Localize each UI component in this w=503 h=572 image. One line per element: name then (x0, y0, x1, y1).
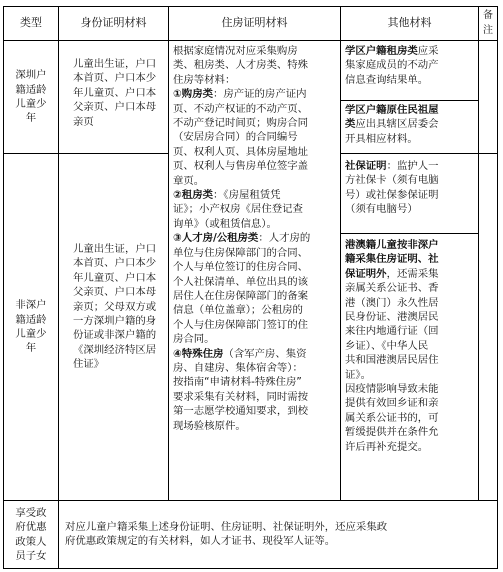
other-rental-district (341, 42, 478, 100)
other-ancestral-home (341, 101, 478, 153)
identity-non-shenzhen: 儿童出生证，户口 本首页、户口本少 年儿童页、户口本 父亲页、户口本母 亲页；父母双方或 一方深圳户籍的身 份证或非深户籍的 《深圳经济特区居 住证》 (73, 243, 157, 371)
header-remarks: 备注 (483, 10, 493, 36)
type-shenzhen: 深圳户 籍适龄 儿童少 年 (15, 69, 47, 125)
other-ancestral-body: 应出具辖区居委会 开具相应材料。 (345, 118, 439, 145)
residence-special-title: ④特殊住房 (173, 347, 224, 360)
header-divider (3, 40, 498, 41)
header-identity: 身份证明材料 (80, 16, 147, 30)
other-rental-title: 学区户籍租房类 (345, 45, 418, 57)
header-other: 其他材料 (387, 16, 432, 30)
type-policy: 享受政 府优惠 政策人 员子女 (15, 506, 47, 562)
residence-rental-title: ②租房类 (173, 189, 213, 202)
other-divider-2 (340, 153, 498, 154)
residence-purchase-title: ①购房类 (173, 88, 213, 101)
other-covid-note: 因疫情影响导致未能 提供有效回乡证和亲 属关系公证书的，可 暂缓提供并在条件允 许后再补充提交。 (345, 383, 439, 453)
other-rental-body: 应采 集家庭成员的不动产 信息查询结果单。 (345, 45, 439, 86)
other-hk-macao-title: 港澳籍儿童按非深户 籍采集住房证明、社 保证明外 (345, 239, 439, 280)
type-non-shenzhen: 非深户 籍适龄 儿童少 年 (15, 299, 47, 355)
residence-materials (169, 42, 340, 498)
header-residence: 住房证明材料 (221, 16, 288, 30)
residence-rental-body: ：《房屋租赁凭 证》；小产权房《居住登记查 询单》（或租赁信息）。 (173, 189, 303, 230)
residence-special-body: （含军产房、集资 房、自建房、集体宿舍等）： 按指南“申请材料-特殊住房” 要求采集有关材料，同时需按 第一志愿学校通知要求，到校 现场验核原件。 (173, 347, 309, 432)
residence-purchase-body: ：房产证的房产证内 页、不动产权证的不动产页、 不动产登记时间页；购房合同 （安居房合同）的合同编号 页、权利人页、具体房屋地址 页、权利人与售房单位签字盖 章页。 (173, 88, 309, 187)
policy-materials: 对应儿童户籍采集上述身份证明、住房证明、社保证明外，还应采集政 府优惠政策规定的有关材料，如人才证书、现役军人证等。 (65, 521, 388, 548)
header-type: 类型 (20, 16, 42, 30)
other-social-security (341, 157, 478, 233)
row-divider-bottom (3, 500, 498, 501)
table-border-bottom (3, 568, 498, 569)
residence-talent-body: ：人才房的 单位与住房保障部门的合同、 个人与单位签订的住房合同、 个人社保清单、单位出具的该 居住人在住房保障部门的备案 信息（单位盖章）；公租房的 个人与住房保障部门签订的住 房合同。 (173, 232, 311, 346)
identity-shenzhen: 儿童出生证，户口 本首页、户口本少 年儿童页、户口本 父亲页、户口本母 亲页 (73, 58, 157, 128)
residence-intro: 根据家庭情况对应采集购房 类、租房类、人才房类、特殊 住房等材料： (173, 45, 309, 86)
other-social-security-title: 社保证明 (345, 160, 387, 172)
other-divider-3 (340, 233, 478, 234)
other-hk-macao (341, 236, 478, 500)
other-ancestral-title: 学区户籍原住民祖屋 类 (345, 104, 439, 131)
col-divider-4 (478, 6, 479, 500)
other-hk-macao-body: ，还需采集 亲属关系公证书、香 港（澳门）永久性居 民身份证、港澳居民 来往内地通行证（回 乡证）、《中华人民 共和国港澳居民居住 证》。 (345, 267, 439, 381)
other-social-security-body: ：监护人一 方社保卡（须有电脑 号）或社保参保证明 （须有电脑号） (345, 160, 439, 216)
table-border-right (497, 6, 498, 569)
residence-talent-title: ③人才房/公租房类 (173, 232, 259, 245)
